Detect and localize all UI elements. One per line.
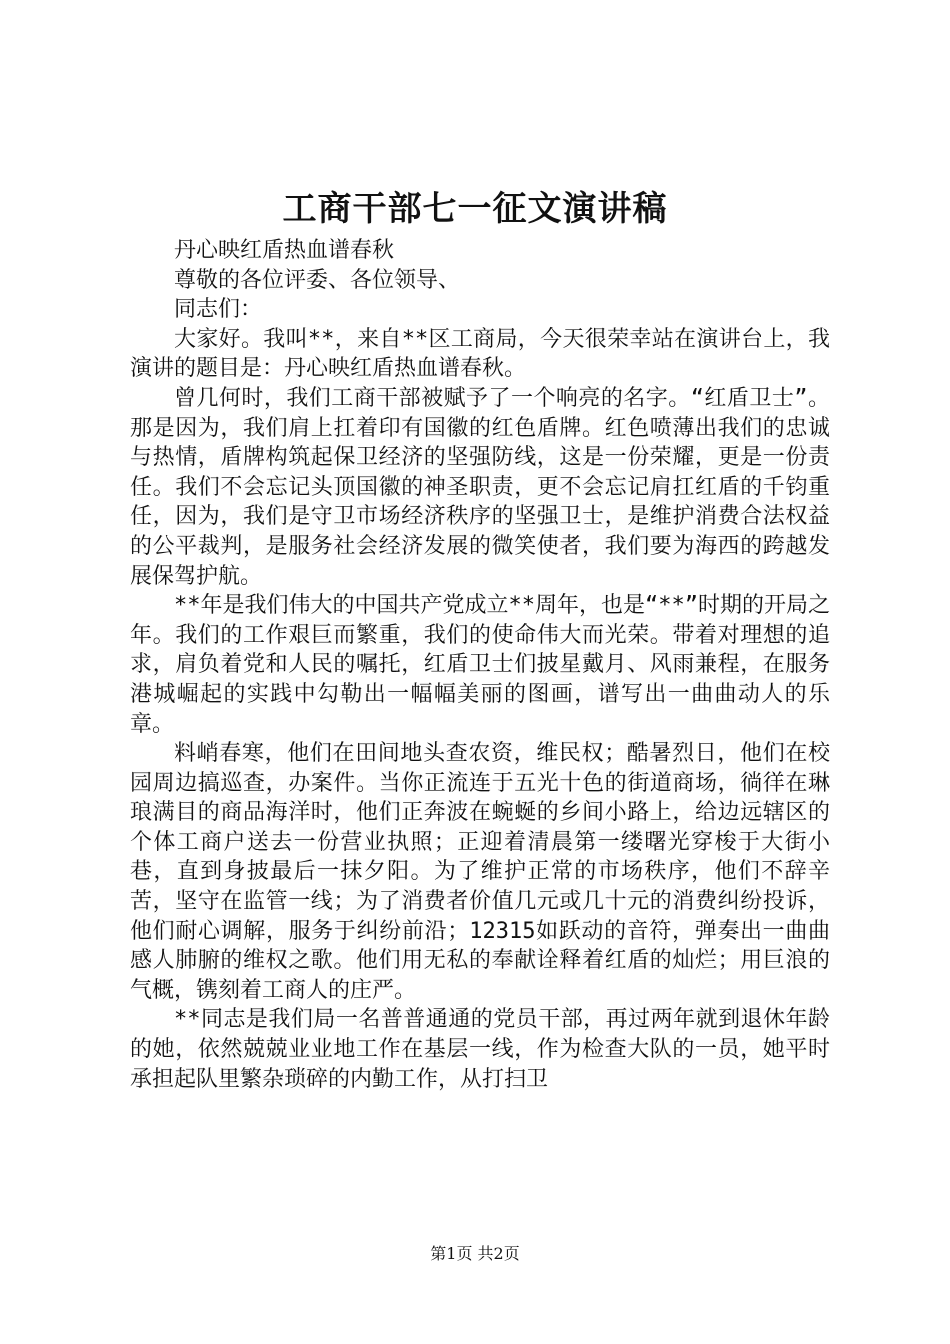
salutation-line: 同志们： [174,297,263,323]
body-paragraph: 曾几何时，我们工商干部被赋予了一个响亮的名字。“红盾卫士”。那是因为，我们肩上扛着印有国徽的红色盾牌。红色喷薄出我们的忠诚与热情，盾牌构筑起保卫经济的坚强防线，这是一份荣耀，更是一份责任。我们不会忘记头顶国徽的神圣职责，更不会忘记肩扛红盾的千钧重任，因为，我们是守卫市场经济秩序的坚强卫士，是维护消费合法权益的公平裁判，是服务社会经济发展的微笑使者，我们要为海西的跨越发展保驾护航。 [130,385,830,589]
salutation-line: 尊敬的各位评委、各位领导、 [174,267,461,293]
document-body [130,236,830,1094]
body-paragraph: **年是我们伟大的中国共产党成立**周年，也是“**”时期的开局之年。我们的工作艰巨而繁重，我们的使命伟大而光荣。带着对理想的追求，肩负着党和人民的嘱托，红盾卫士们披星戴月、风雨兼程，在服务港城崛起的实践中勾勒出一幅幅美丽的图画，谱写出一曲曲动人的乐章。 [130,593,830,737]
body-paragraph: **同志是我们局一名普普通通的党员干部，再过两年就到退休年龄的她，依然兢兢业业地工作在基层一线，作为检查大队的一员，她平时承担起队里繁杂琐碎的内勤工作，从打扫卫 [130,1007,830,1092]
body-paragraph: 大家好。我叫**，来自**区工商局，今天很荣幸站在演讲台上，我演讲的题目是：丹心映红盾热血谱春秋。 [130,326,830,382]
speech-subtitle: 丹心映红盾热血谱春秋 [174,238,395,263]
document-title: 工商干部七一征文演讲稿 [282,189,668,229]
page-footer: 第1页 共2页 [430,1244,520,1263]
body-paragraph: 料峭春寒，他们在田间地头查农资，维民权；酷暑烈日，他们在校园周边搞巡查，办案件。当你正流连于五光十色的街道商场，徜徉在琳琅满目的商品海洋时，他们正奔波在蜿蜒的乡间小路上，给边远辖区的个体工商户送去一份营业执照；正迎着清晨第一缕曙光穿梭于大街小巷，直到身披最后一抹夕阳。为了维护正常的市场秩序，他们不辞辛苦，坚守在监管一线；为了消费者价值几元或几十元的消费纠纷投诉，他们耐心调解，服务于纠纷前沿；12315如跃动的音符，弹奏出一曲曲感人肺腑的维权之歌。他们用无私的奉献诠释着红盾的灿烂；用巨浪的气概，镌刻着工商人的庄严。 [130,741,830,1003]
